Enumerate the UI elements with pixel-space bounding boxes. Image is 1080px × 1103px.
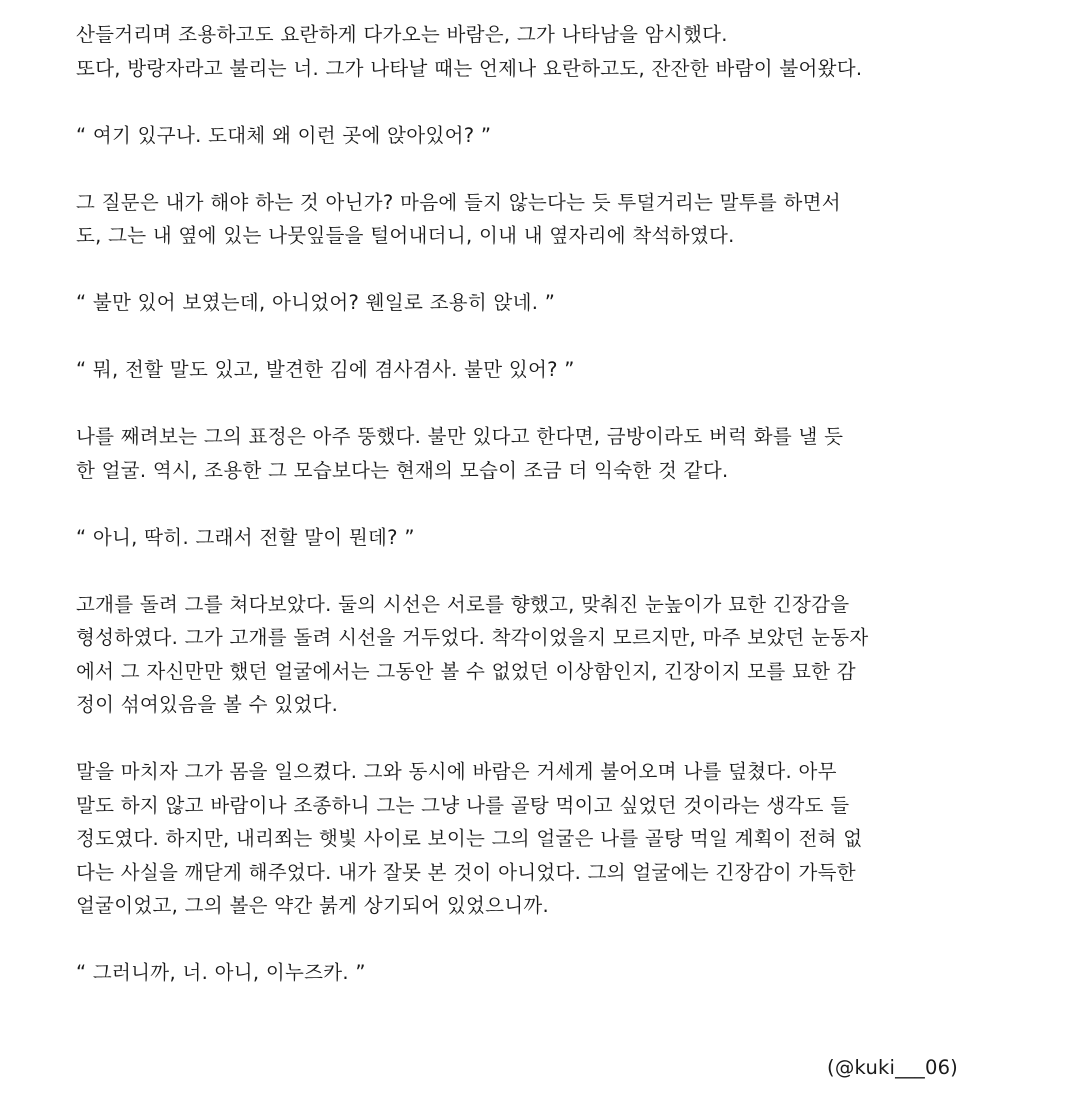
paragraph [76, 18, 976, 85]
text-line: 정도였다. 하지만, 내리쬐는 햇빛 사이로 보이는 그의 얼굴은 나를 골탕 먹일 계획이 전혀 없 [76, 827, 863, 850]
text-line: “ 불만 있어 보였는데, 아니었어? 웬일로 조용히 앉네. ” [76, 291, 556, 314]
paragraph [76, 956, 976, 990]
text-line: 다는 사실을 깨닫게 해주었다. 내가 잘못 본 것이 아니었다. 그의 얼굴에는 긴장감이 가득한 [76, 860, 856, 884]
text-line: 고개를 돌려 그를 쳐다보았다. 둘의 시선은 서로를 향했고, 맞춰진 눈높이가 묘한 긴장감을 [76, 592, 850, 616]
paragraph [76, 186, 976, 253]
text-line: 형성하였다. 그가 고개를 돌려 시선을 거두었다. 착각이었을지 모르지만, 마주 보았던 눈동자 [76, 626, 869, 649]
paragraph [76, 588, 976, 722]
text-line: 말을 마치자 그가 몸을 일으켰다. 그와 동시에 바람은 거세게 불어오며 나를 덮쳤다. 아무 [76, 760, 837, 783]
paragraph [76, 521, 976, 555]
text-line: 에서 그 자신만만 했던 얼굴에서는 그동안 볼 수 없었던 이상함인지, 긴장이지 모를 묘한 감 [76, 659, 856, 683]
text-line: “ 뭐, 전할 말도 있고, 발견한 김에 겸사겸사. 불만 있어? ” [76, 358, 575, 381]
text-line: 정이 섞여있음을 볼 수 있었다. [76, 693, 339, 716]
paragraph [76, 286, 976, 320]
paragraph [76, 353, 976, 387]
text-line: 또다, 방랑자라고 불리는 너. 그가 나타날 때는 언제나 요란하고도, 잔잔한 바람이 불어왔다. [76, 56, 863, 80]
text-line: “ 여기 있구나. 도대체 왜 이런 곳에 앉아있어? ” [76, 123, 492, 147]
text-line: “ 그러니까, 너. 아니, 이누즈카. ” [76, 961, 366, 984]
text-line: 한 얼굴. 역시, 조용한 그 모습보다는 현재의 모습이 조금 더 익숙한 것 같다. [76, 458, 729, 482]
story-text [76, 18, 976, 1023]
text-line: 도, 그는 내 옆에 있는 나뭇잎들을 털어내더니, 이내 내 옆자리에 착석하였다. [76, 224, 735, 247]
text-line: 산들거리며 조용하고도 요란하게 다가오는 바람은, 그가 나타남을 암시했다. [76, 23, 728, 46]
text-line: 말도 하지 않고 바람이나 조종하니 그는 그냥 나를 골탕 먹이고 싶었던 것이라는 생각도 들 [76, 793, 850, 817]
text-line: 그 질문은 내가 해야 하는 것 아닌가? 마음에 들지 않는다는 듯 투덜거리는 말투를 하면서 [76, 190, 841, 214]
paragraph [76, 119, 976, 153]
paragraph [76, 420, 976, 487]
text-line: “ 아니, 딱히. 그래서 전할 말이 뭔데? ” [76, 525, 415, 549]
paragraph [76, 755, 976, 923]
text-line: 얼굴이었고, 그의 볼은 약간 붉게 상기되어 있었으니까. [76, 894, 550, 917]
author-watermark: (@kuki___06) [827, 1056, 958, 1079]
text-line: 나를 째려보는 그의 표정은 아주 뚱했다. 불만 있다고 한다면, 금방이라도 버럭 화를 낼 듯 [76, 425, 844, 448]
